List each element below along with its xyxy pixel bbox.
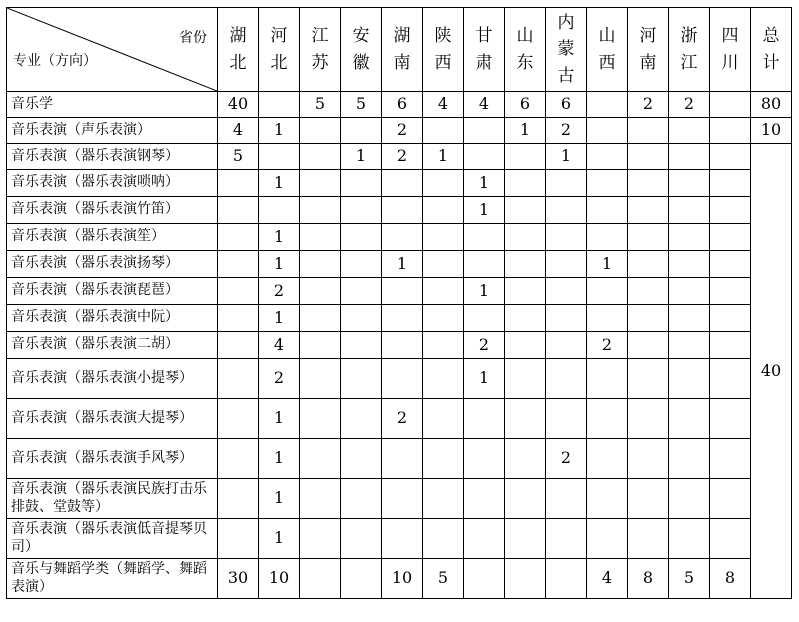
quota-cell [587, 439, 628, 479]
quota-cell [546, 251, 587, 278]
quota-cell [259, 144, 300, 170]
table-row [7, 439, 792, 479]
quota-cell: 6 [382, 92, 423, 118]
quota-cell [669, 479, 710, 519]
quota-cell: 2 [587, 332, 628, 359]
quota-cell: 2 [464, 332, 505, 359]
major-name-cell: 音乐与舞蹈学类（舞蹈学、舞蹈表演） [7, 559, 218, 599]
quota-cell [464, 224, 505, 251]
quota-cell: 5 [669, 559, 710, 599]
quota-cell [218, 278, 259, 305]
quota-cell [710, 479, 751, 519]
quota-cell: 1 [259, 224, 300, 251]
quota-cell [464, 118, 505, 144]
quota-cell [587, 519, 628, 559]
quota-cell [423, 224, 464, 251]
quota-cell [382, 170, 423, 197]
quota-cell [628, 359, 669, 399]
header-province-label: 四川 [721, 26, 739, 73]
header-province [259, 8, 300, 92]
header-row [7, 8, 792, 92]
quota-cell [669, 197, 710, 224]
quota-cell: 1 [341, 144, 382, 170]
quota-cell [218, 519, 259, 559]
quota-cell: 5 [341, 92, 382, 118]
quota-cell: 2 [382, 118, 423, 144]
header-total [751, 8, 792, 92]
quota-cell [423, 170, 464, 197]
table-row [7, 278, 792, 305]
quota-cell [218, 170, 259, 197]
quota-cell [546, 332, 587, 359]
quota-cell [505, 359, 546, 399]
quota-cell: 4 [218, 118, 259, 144]
quota-cell: 5 [423, 559, 464, 599]
header-province-label: 江苏 [311, 26, 329, 73]
quota-cell [300, 170, 341, 197]
quota-cell: 5 [300, 92, 341, 118]
header-province [505, 8, 546, 92]
quota-cell [628, 479, 669, 519]
quota-cell [587, 170, 628, 197]
header-province [464, 8, 505, 92]
quota-cell [300, 439, 341, 479]
quota-cell [423, 305, 464, 332]
header-province [546, 8, 587, 92]
table-row [7, 118, 792, 144]
table-row [7, 170, 792, 197]
header-province-label: 浙江 [680, 26, 698, 73]
quota-cell: 2 [546, 439, 587, 479]
quota-cell [464, 439, 505, 479]
quota-cell: 6 [505, 92, 546, 118]
quota-cell [587, 92, 628, 118]
table-row [7, 224, 792, 251]
quota-cell [505, 278, 546, 305]
quota-cell [341, 332, 382, 359]
quota-cell: 1 [259, 118, 300, 144]
major-name-cell: 音乐表演（器乐表演中阮） [7, 305, 218, 332]
quota-cell [669, 305, 710, 332]
quota-cell: 1 [587, 251, 628, 278]
quota-cell: 8 [710, 559, 751, 599]
quota-cell: 1 [259, 479, 300, 519]
quota-cell [464, 559, 505, 599]
quota-cell [341, 519, 382, 559]
merged-total-cell: 40 [751, 144, 792, 599]
row-total-cell: 10 [751, 118, 792, 144]
corner-label-major: 专业（方向） [13, 52, 97, 69]
quota-cell [628, 118, 669, 144]
quota-cell [382, 305, 423, 332]
quota-cell [464, 399, 505, 439]
quota-cell [218, 332, 259, 359]
quota-cell [710, 305, 751, 332]
table-row [7, 479, 792, 519]
major-name-cell: 音乐表演（器乐表演扬琴） [7, 251, 218, 278]
quota-cell [300, 251, 341, 278]
quota-cell [382, 359, 423, 399]
quota-cell [505, 197, 546, 224]
table-row [7, 197, 792, 224]
quota-cell: 1 [259, 399, 300, 439]
quota-cell [587, 305, 628, 332]
quota-cell: 2 [382, 399, 423, 439]
quota-cell: 2 [259, 359, 300, 399]
table-row [7, 559, 792, 599]
quota-cell [300, 399, 341, 439]
quota-cell [505, 559, 546, 599]
quota-cell [218, 359, 259, 399]
quota-cell [546, 305, 587, 332]
quota-cell [628, 144, 669, 170]
header-province [382, 8, 423, 92]
quota-cell: 4 [464, 92, 505, 118]
quota-cell [341, 439, 382, 479]
quota-cell [546, 170, 587, 197]
header-province-label: 山西 [598, 26, 616, 73]
quota-cell: 4 [587, 559, 628, 599]
quota-cell [710, 359, 751, 399]
quota-cell [587, 197, 628, 224]
quota-cell [341, 479, 382, 519]
quota-cell [218, 399, 259, 439]
quota-cell [300, 224, 341, 251]
header-province-label: 湖南 [393, 26, 411, 73]
quota-cell [505, 519, 546, 559]
quota-cell [587, 144, 628, 170]
quota-cell [710, 118, 751, 144]
quota-cell [710, 92, 751, 118]
table-row [7, 399, 792, 439]
quota-cell [505, 144, 546, 170]
header-province [341, 8, 382, 92]
quota-cell [218, 479, 259, 519]
quota-cell: 1 [464, 197, 505, 224]
quota-cell [628, 224, 669, 251]
quota-cell [300, 332, 341, 359]
quota-cell [423, 359, 464, 399]
quota-cell [464, 479, 505, 519]
quota-cell: 1 [259, 251, 300, 278]
quota-cell [218, 224, 259, 251]
quota-cell [505, 305, 546, 332]
quota-cell [628, 278, 669, 305]
enrollment-plan-table [6, 7, 792, 599]
quota-cell [423, 118, 464, 144]
header-province-label: 内蒙古 [557, 12, 575, 86]
major-name-cell: 音乐表演（器乐表演低音提琴贝司） [7, 519, 218, 559]
quota-cell [546, 519, 587, 559]
quota-cell [341, 118, 382, 144]
quota-cell [423, 197, 464, 224]
quota-cell [546, 479, 587, 519]
table-row [7, 92, 792, 118]
quota-cell [300, 197, 341, 224]
quota-cell [669, 251, 710, 278]
quota-cell [300, 278, 341, 305]
quota-cell [628, 332, 669, 359]
quota-cell: 10 [382, 559, 423, 599]
major-name-cell: 音乐表演（器乐表演手风琴） [7, 439, 218, 479]
quota-cell: 1 [259, 170, 300, 197]
major-name-cell: 音乐表演（器乐表演竹笛） [7, 197, 218, 224]
quota-cell [628, 197, 669, 224]
header-province [710, 8, 751, 92]
quota-cell [423, 479, 464, 519]
quota-cell [710, 224, 751, 251]
major-name-cell: 音乐学 [7, 92, 218, 118]
quota-cell [628, 251, 669, 278]
quota-cell: 6 [546, 92, 587, 118]
table-row [7, 519, 792, 559]
table-row [7, 305, 792, 332]
quota-cell: 30 [218, 559, 259, 599]
major-name-cell: 音乐表演（器乐表演钢琴） [7, 144, 218, 170]
quota-cell [341, 399, 382, 439]
quota-cell [382, 224, 423, 251]
row-total-cell: 80 [751, 92, 792, 118]
header-province-label: 河北 [270, 26, 288, 73]
header-province [587, 8, 628, 92]
quota-cell [587, 118, 628, 144]
quota-cell [505, 479, 546, 519]
quota-cell [218, 305, 259, 332]
quota-cell [587, 224, 628, 251]
quota-cell: 1 [464, 170, 505, 197]
quota-cell [628, 439, 669, 479]
quota-cell [669, 118, 710, 144]
major-name-cell: 音乐表演（器乐表演二胡） [7, 332, 218, 359]
quota-cell [300, 519, 341, 559]
quota-cell [423, 278, 464, 305]
table-row [7, 332, 792, 359]
quota-cell [587, 479, 628, 519]
quota-cell: 1 [464, 359, 505, 399]
quota-cell [669, 519, 710, 559]
quota-cell [218, 197, 259, 224]
quota-cell: 4 [423, 92, 464, 118]
header-province [300, 8, 341, 92]
quota-cell: 1 [259, 439, 300, 479]
quota-cell: 40 [218, 92, 259, 118]
table-row [7, 251, 792, 278]
major-name-cell: 音乐表演（器乐表演小提琴） [7, 359, 218, 399]
quota-cell: 2 [669, 92, 710, 118]
quota-cell [505, 439, 546, 479]
quota-cell: 2 [628, 92, 669, 118]
quota-cell: 1 [546, 144, 587, 170]
quota-cell [669, 278, 710, 305]
quota-cell [218, 439, 259, 479]
quota-cell [423, 439, 464, 479]
quota-cell [587, 399, 628, 439]
quota-cell [505, 224, 546, 251]
header-province [669, 8, 710, 92]
quota-cell [546, 278, 587, 305]
quota-cell [546, 197, 587, 224]
quota-cell [300, 559, 341, 599]
quota-cell [341, 559, 382, 599]
quota-cell [382, 278, 423, 305]
quota-cell: 10 [259, 559, 300, 599]
quota-cell [628, 399, 669, 439]
quota-cell [423, 251, 464, 278]
table-row [7, 144, 792, 170]
quota-cell [710, 519, 751, 559]
quota-cell [341, 197, 382, 224]
corner-header-cell [7, 8, 218, 92]
quota-cell [341, 224, 382, 251]
quota-cell [382, 519, 423, 559]
quota-cell: 1 [259, 519, 300, 559]
quota-cell: 1 [423, 144, 464, 170]
quota-cell [669, 170, 710, 197]
quota-cell [300, 359, 341, 399]
quota-cell [505, 170, 546, 197]
diagonal-divider [7, 8, 217, 91]
quota-cell [300, 118, 341, 144]
header-province [423, 8, 464, 92]
quota-cell [710, 197, 751, 224]
header-province-label: 安徽 [352, 26, 370, 73]
quota-cell [464, 144, 505, 170]
quota-cell [628, 305, 669, 332]
quota-cell [341, 278, 382, 305]
quota-cell: 1 [382, 251, 423, 278]
major-name-cell: 音乐表演（器乐表演唢呐） [7, 170, 218, 197]
quota-cell [341, 251, 382, 278]
quota-cell [464, 251, 505, 278]
header-province [628, 8, 669, 92]
quota-cell [341, 359, 382, 399]
header-province [218, 8, 259, 92]
quota-cell [382, 479, 423, 519]
quota-cell [505, 251, 546, 278]
quota-cell: 1 [259, 305, 300, 332]
quota-cell [423, 519, 464, 559]
quota-cell [546, 559, 587, 599]
quota-cell [382, 197, 423, 224]
quota-cell [300, 479, 341, 519]
header-province-label: 总计 [762, 26, 780, 73]
quota-cell [546, 359, 587, 399]
quota-cell [710, 170, 751, 197]
quota-cell [710, 399, 751, 439]
quota-cell [710, 144, 751, 170]
header-province-label: 甘肃 [475, 26, 493, 73]
header-province-label: 陕西 [434, 26, 452, 73]
quota-cell: 4 [259, 332, 300, 359]
quota-cell [587, 359, 628, 399]
quota-cell [710, 439, 751, 479]
quota-cell: 2 [259, 278, 300, 305]
quota-cell [505, 332, 546, 359]
quota-cell: 1 [464, 278, 505, 305]
corner-label-province: 省份 [179, 30, 207, 46]
header-province-label: 山东 [516, 26, 534, 73]
quota-cell [300, 305, 341, 332]
quota-cell [628, 519, 669, 559]
quota-cell [546, 399, 587, 439]
quota-cell [259, 197, 300, 224]
quota-cell [259, 92, 300, 118]
major-name-cell: 音乐表演（器乐表演大提琴） [7, 399, 218, 439]
quota-cell [710, 278, 751, 305]
major-name-cell: 音乐表演（器乐表演琵琶） [7, 278, 218, 305]
quota-cell [464, 305, 505, 332]
quota-cell [546, 224, 587, 251]
quota-cell [341, 170, 382, 197]
quota-cell: 2 [546, 118, 587, 144]
quota-cell [423, 399, 464, 439]
quota-cell [382, 439, 423, 479]
quota-cell [628, 170, 669, 197]
quota-cell [464, 519, 505, 559]
quota-cell [669, 359, 710, 399]
quota-cell [218, 251, 259, 278]
quota-cell [300, 144, 341, 170]
quota-cell [710, 251, 751, 278]
quota-cell: 8 [628, 559, 669, 599]
quota-cell [669, 439, 710, 479]
header-province-label: 河南 [639, 26, 657, 73]
quota-cell: 1 [505, 118, 546, 144]
quota-cell: 2 [382, 144, 423, 170]
quota-cell [669, 144, 710, 170]
quota-cell [669, 224, 710, 251]
quota-cell [669, 332, 710, 359]
quota-cell [505, 399, 546, 439]
quota-cell: 5 [218, 144, 259, 170]
quota-cell [341, 305, 382, 332]
quota-cell [423, 332, 464, 359]
quota-cell [669, 399, 710, 439]
enrollment-table-container [6, 7, 792, 599]
major-name-cell: 音乐表演（器乐表演笙） [7, 224, 218, 251]
major-name-cell: 音乐表演（器乐表演民族打击乐排鼓、堂鼓等） [7, 479, 218, 519]
quota-cell [710, 332, 751, 359]
major-name-cell: 音乐表演（声乐表演） [7, 118, 218, 144]
header-province-label: 湖北 [229, 26, 247, 73]
quota-cell [382, 332, 423, 359]
table-row [7, 359, 792, 399]
quota-cell [587, 278, 628, 305]
